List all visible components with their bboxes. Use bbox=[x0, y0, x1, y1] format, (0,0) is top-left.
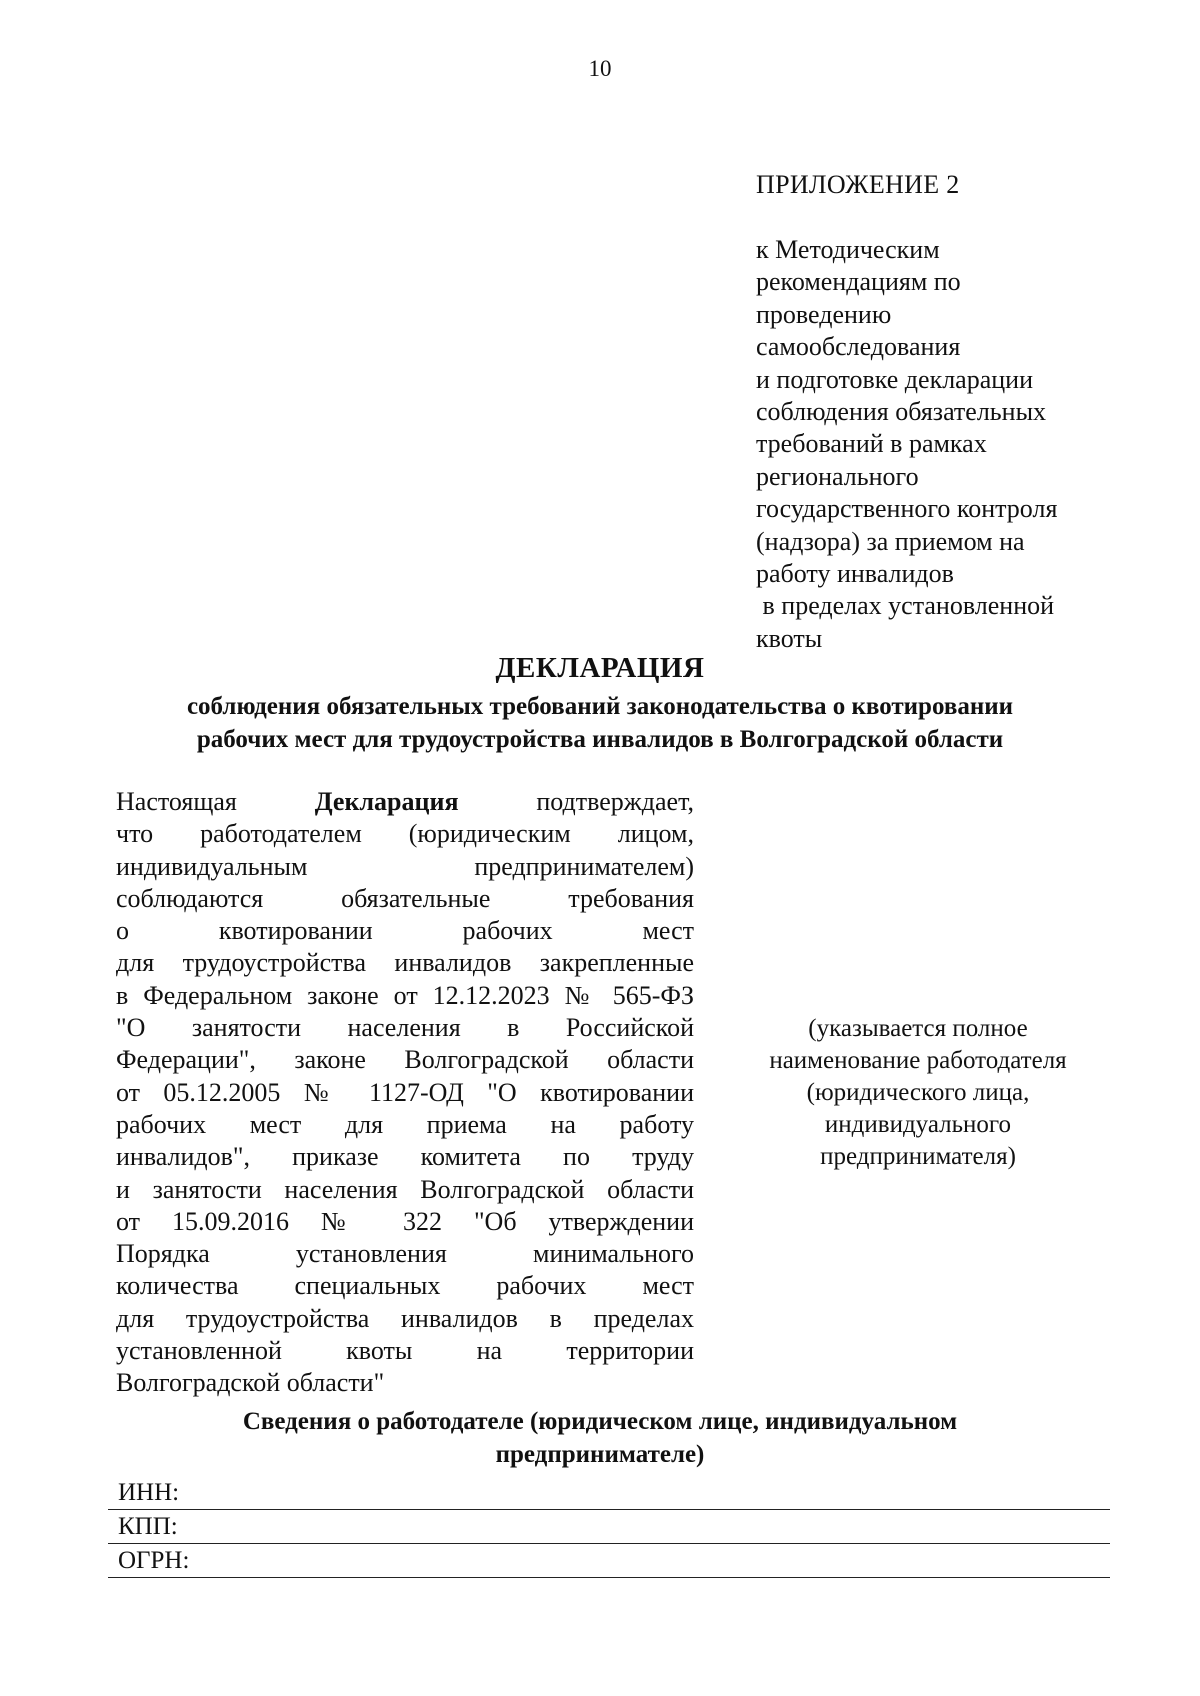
declaration-subtitle-line: соблюдения обязательных требований законодательства о квотировании bbox=[186, 693, 1014, 720]
page-number: 10 bbox=[588, 56, 612, 81]
declaration-body-line: рабочих мест для приема на работу bbox=[116, 1109, 694, 1139]
employer-section-title-line: предпринимателе) bbox=[495, 1441, 705, 1468]
inn-label: ИНН: bbox=[118, 1479, 180, 1506]
appendix-reference-line: самообследования bbox=[756, 332, 961, 362]
declaration-body-line: о квотировании рабочих мест bbox=[116, 916, 694, 946]
employer-name-hint-line: (указывается полное bbox=[808, 1015, 1028, 1042]
declaration-body-line: количества специальных рабочих мест bbox=[116, 1271, 694, 1301]
declaration-body-line: от 05.12.2005 № 1127-ОД "О квотировании bbox=[116, 1077, 694, 1107]
employer-section-title-line: Сведения о работодателе (юридическом лице, индивидуальном bbox=[242, 1408, 958, 1435]
declaration-body-bold-word: Декларация bbox=[314, 787, 459, 816]
appendix-reference-line: проведению bbox=[756, 299, 892, 329]
employer-name-hint-line: наименование работодателя bbox=[769, 1047, 1067, 1074]
declaration-body-line: индивидуальным предпринимателем) bbox=[116, 851, 694, 881]
declaration-body-first-line-rest: подтверждает, bbox=[536, 787, 694, 816]
appendix-reference-line: в пределах установленной bbox=[756, 591, 1055, 621]
appendix-reference-line: рекомендациям по bbox=[756, 267, 961, 297]
declaration-body-line: в Федеральном законе от 12.12.2023 № 565-ФЗ bbox=[116, 980, 694, 1010]
ogrn-label: ОГРН: bbox=[118, 1547, 190, 1574]
declaration-body-line: что работодателем (юридическим лицом, bbox=[116, 819, 694, 849]
declaration-body bbox=[116, 786, 694, 1400]
appendix-reference-line: соблюдения обязательных bbox=[756, 397, 1047, 427]
appendix-reference-line: квоты bbox=[756, 623, 823, 653]
kpp-label: КПП: bbox=[118, 1513, 178, 1540]
appendix-title: ПРИЛОЖЕНИЕ 2 bbox=[756, 170, 960, 199]
appendix-reference-line: и подготовке декларации bbox=[756, 364, 1033, 394]
declaration-body-line: и занятости населения Волгоградской области bbox=[116, 1174, 694, 1204]
declaration-body-line: Порядка установления минимального bbox=[116, 1239, 694, 1269]
declaration-body-line: соблюдаются обязательные требования bbox=[116, 883, 694, 913]
appendix-reference-line: требований в рамках bbox=[756, 429, 987, 459]
inn-field[interactable] bbox=[108, 1477, 1110, 1510]
employer-name-hint-line: индивидуального bbox=[824, 1111, 1012, 1138]
declaration-body-line: Волгоградской области" bbox=[116, 1368, 385, 1398]
appendix-reference-line: (надзора) за приемом на bbox=[756, 526, 1025, 556]
declaration-body-line: инвалидов", приказе комитета по труду bbox=[116, 1142, 694, 1172]
appendix-reference-line: регионального bbox=[756, 461, 919, 491]
appendix-reference-line: работу инвалидов bbox=[756, 559, 954, 589]
employer-name-hint-line: (юридического лица, bbox=[806, 1079, 1030, 1106]
declaration-subtitle-line: рабочих мест для трудоустройства инвалидов в Волгоградской области bbox=[196, 726, 1004, 753]
declaration-body-line: установленной квоты на территории bbox=[116, 1336, 694, 1366]
declaration-body-first-line bbox=[116, 786, 694, 818]
appendix-reference-line: к Методическим bbox=[756, 235, 940, 264]
ogrn-field[interactable] bbox=[108, 1545, 1110, 1578]
appendix-reference bbox=[756, 234, 1136, 655]
declaration-body-line: от 15.09.2016 № 322 "Об утверждении bbox=[116, 1206, 694, 1236]
kpp-field[interactable] bbox=[108, 1511, 1110, 1544]
declaration-body-line: "О занятости населения в Российской bbox=[116, 1013, 694, 1043]
declaration-body-line: для трудоустройства инвалидов в пределах bbox=[116, 1303, 694, 1333]
declaration-body-intro: Настоящая bbox=[116, 787, 237, 816]
declaration-body-line: Федерации", законе Волгоградской области bbox=[116, 1045, 694, 1075]
declaration-subtitle bbox=[110, 690, 1090, 756]
appendix-reference-line: государственного контроля bbox=[756, 494, 1058, 524]
employer-name-hint bbox=[718, 1013, 1118, 1173]
employer-name-hint-line: предпринимателя) bbox=[820, 1143, 1016, 1170]
declaration-body-line: для трудоустройства инвалидов закрепленные bbox=[116, 948, 694, 978]
declaration-title: ДЕКЛАРАЦИЯ bbox=[495, 652, 705, 684]
employer-section-title bbox=[110, 1405, 1090, 1471]
